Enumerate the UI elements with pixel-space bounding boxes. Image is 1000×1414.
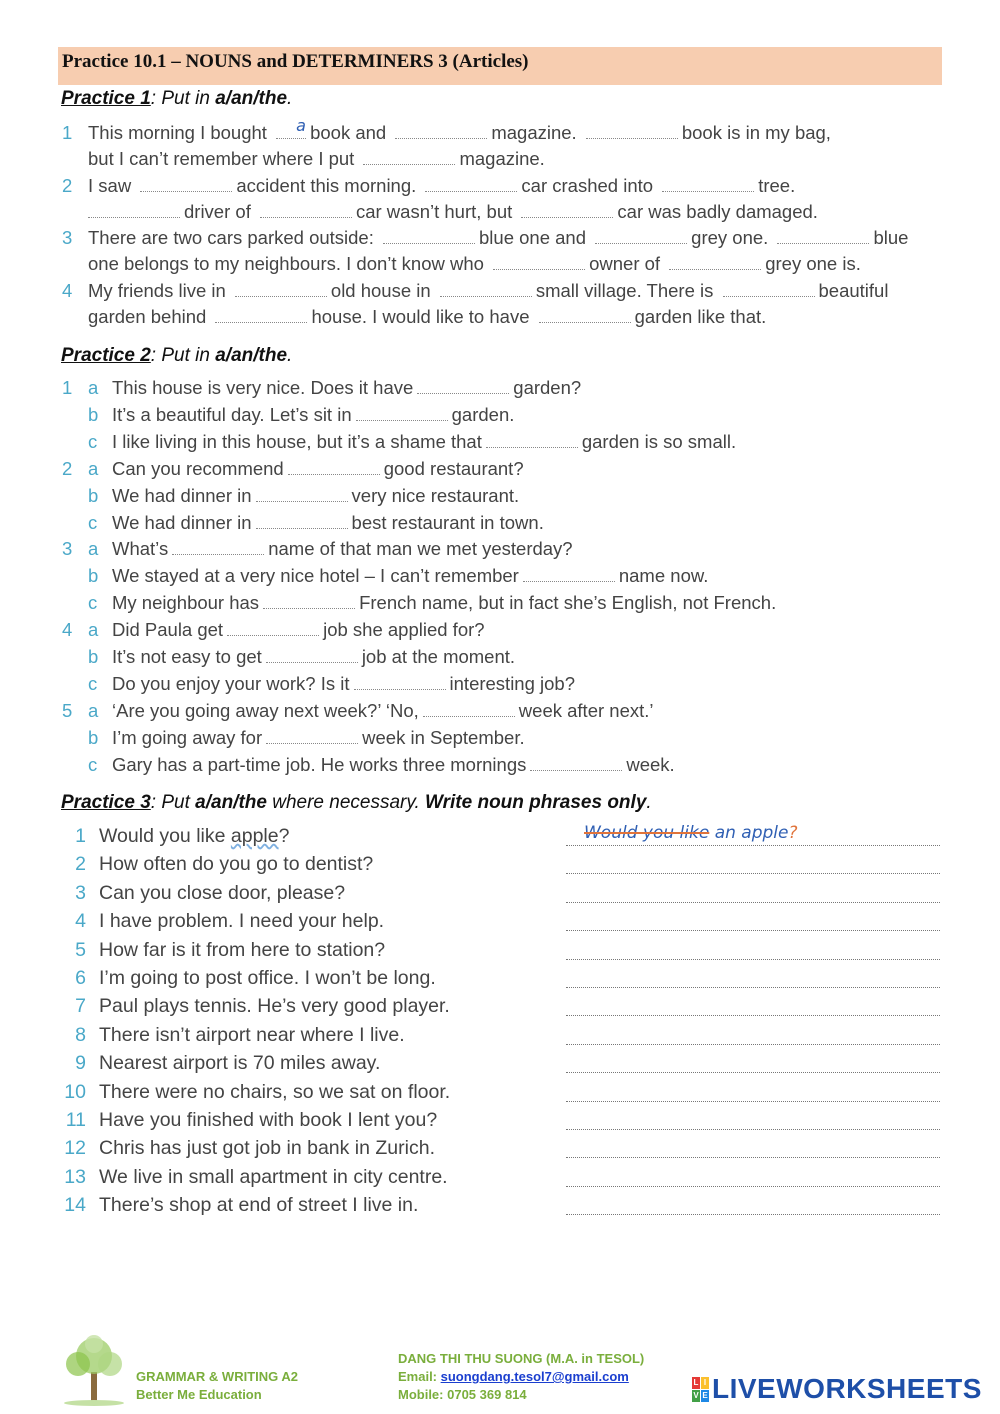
underlined-word: apple <box>230 825 279 847</box>
answer-blank[interactable] <box>276 116 306 139</box>
item-number <box>62 563 88 590</box>
answer-blank[interactable] <box>595 227 687 244</box>
answer-blank[interactable] <box>256 512 348 529</box>
practice2-heading <box>61 345 292 367</box>
answer-line[interactable] <box>566 845 940 846</box>
author-name: DANG THI THU SUONG (M.A. in TESOL) <box>398 1351 645 1366</box>
sentence-start: My neighbour has <box>112 592 260 614</box>
text: garden behind <box>88 306 207 328</box>
practice3-item <box>58 1024 942 1052</box>
answer-line[interactable] <box>566 1129 940 1130</box>
practice2-item <box>62 375 942 402</box>
text: blue <box>873 227 909 249</box>
answer-blank[interactable] <box>172 538 264 555</box>
answer-blank[interactable] <box>140 175 232 192</box>
item-number: 14 <box>64 1194 86 1217</box>
item-letter: c <box>88 672 98 694</box>
practice3-item <box>58 853 942 881</box>
sentence <box>112 725 525 752</box>
practice1-line <box>88 278 888 304</box>
question: Have you finished with book I lent you? <box>99 1108 438 1131</box>
answer-line[interactable] <box>566 930 940 931</box>
question: I’m going to post office. I won’t be long. <box>99 966 436 989</box>
item-letter: a <box>88 619 99 641</box>
answer-blank[interactable] <box>383 227 475 244</box>
answer-line[interactable] <box>566 1157 940 1158</box>
text: owner of <box>589 253 661 275</box>
text: tree. <box>758 174 796 196</box>
sentence-end: name of that man we met yesterday? <box>268 538 573 560</box>
item-letter: a <box>88 538 99 560</box>
course-name: GRAMMAR & WRITING A2 <box>136 1369 299 1384</box>
answer-blank[interactable] <box>417 377 509 394</box>
sentence-end: garden is so small. <box>581 430 737 452</box>
sentence <box>112 671 575 698</box>
sentence-end: week after next.’ <box>518 699 654 721</box>
sentence-start: Gary has a part-time job. He works three mornings <box>112 753 527 775</box>
email-line <box>398 1368 644 1386</box>
practice2-item <box>62 563 942 590</box>
practice3-exercise <box>58 825 942 1222</box>
answer-line[interactable] <box>566 1072 940 1073</box>
text: I saw <box>88 174 132 196</box>
practice2-instruction-end: . <box>287 345 293 366</box>
item-number: 9 <box>75 1052 86 1075</box>
practice3-instruction-bold2: Write noun phrases only <box>425 792 647 813</box>
handwritten-answer: a <box>296 116 306 135</box>
item-number: 1 <box>62 377 73 398</box>
text: old house in <box>330 279 431 301</box>
question: I have problem. I need your help. <box>99 910 385 933</box>
sentence <box>112 590 776 617</box>
practice1-instruction: : Put in <box>150 88 216 109</box>
practice2-item <box>62 725 942 752</box>
sentence-start: What’s <box>112 538 169 560</box>
answer-blank[interactable] <box>493 253 585 270</box>
question: There’s shop at end of street I live in. <box>99 1194 419 1217</box>
email-label: Email: <box>398 1369 441 1384</box>
practice2-instruction: : Put in <box>150 345 216 366</box>
sentence <box>112 456 524 483</box>
answer-line[interactable] <box>566 959 940 960</box>
text: car crashed into <box>521 174 654 196</box>
item-number: 2 <box>62 457 73 479</box>
practice3-item <box>58 1137 942 1165</box>
sentence-end: good restaurant? <box>383 457 524 479</box>
sentence-end: garden. <box>451 403 515 425</box>
answer-blank[interactable] <box>354 673 446 690</box>
practice1-instruction-bold: a/an/the <box>215 88 288 109</box>
item-number: 2 <box>75 853 86 876</box>
sentence <box>112 375 581 402</box>
practice1-line <box>88 225 908 251</box>
sentence-start: ‘Are you going away next week?’ ‘No, <box>112 699 419 721</box>
answer-blank[interactable] <box>356 404 448 421</box>
answer-blank[interactable] <box>662 175 754 192</box>
handwritten-answer <box>584 823 798 843</box>
item-number: 4 <box>62 279 73 301</box>
question: How often do you go to dentist? <box>99 853 374 876</box>
practice3-item <box>58 939 942 967</box>
answer-blank[interactable] <box>539 306 631 323</box>
text: beautiful <box>818 279 889 301</box>
item-number: 13 <box>64 1165 86 1188</box>
practice2-item <box>62 617 942 644</box>
practice1-instruction-end: . <box>287 88 293 109</box>
sentence-start: Did Paula get <box>112 619 224 641</box>
sentence-end: job at the moment. <box>361 646 516 668</box>
school-name: Better Me Education <box>136 1387 262 1402</box>
question: We live in small apartment in city centre. <box>99 1165 448 1188</box>
brand-name: LIVEWORKSHEETS <box>712 1373 982 1404</box>
question-end: ? <box>278 825 290 847</box>
sentence-start: This house is very nice. Does it have <box>112 377 414 398</box>
answer-line[interactable] <box>566 1186 940 1187</box>
practice3-item <box>58 1081 942 1109</box>
brand-letter: E <box>702 1390 708 1400</box>
sentence-end: job she applied for? <box>323 619 485 641</box>
item-letter: c <box>88 753 98 775</box>
answer-blank[interactable] <box>777 227 869 244</box>
practice2-item <box>62 483 942 510</box>
answer-text: an apple <box>709 823 789 843</box>
text: magazine. <box>491 122 577 143</box>
item-number: 3 <box>62 538 73 560</box>
text: garden like that. <box>634 306 767 328</box>
page-title: Practice 10.1 – NOUNS and DETERMINERS 3 (Articles) <box>58 47 942 85</box>
item-number: 3 <box>62 227 73 249</box>
text: book and <box>310 122 387 143</box>
practice2-item <box>62 752 942 779</box>
sentence-start: I like living in this house, but it’s a shame that <box>112 430 482 452</box>
item-letter: b <box>88 726 99 748</box>
sentence <box>112 617 485 644</box>
item-number <box>62 402 88 429</box>
item-letter: c <box>88 511 98 533</box>
practice3-item <box>58 882 942 910</box>
practice2-label: Practice 2 <box>61 345 151 366</box>
footer-course <box>136 1368 298 1404</box>
practice1-exercise <box>62 116 942 330</box>
answer-blank[interactable] <box>486 431 578 448</box>
practice1-line <box>88 199 818 225</box>
answer-line[interactable] <box>566 1101 940 1102</box>
sentence-start: Can you recommend <box>112 457 284 479</box>
sentence-end: week in September. <box>362 726 525 748</box>
text: blue one and <box>479 227 587 249</box>
practice1-line <box>88 116 831 146</box>
sentence-end: garden? <box>513 377 582 398</box>
item-number <box>62 483 88 510</box>
practice2-item <box>62 456 942 483</box>
text: grey one. <box>691 227 769 249</box>
item-letter: b <box>88 565 99 587</box>
practice1-line <box>88 304 766 330</box>
mobile-number: Mobile: 0705 369 814 <box>398 1387 527 1402</box>
practice3-item <box>58 910 942 938</box>
sentence-end: best restaurant in town. <box>351 511 544 533</box>
answer-blank[interactable] <box>395 122 487 139</box>
answer-blank[interactable] <box>235 280 327 297</box>
answer-blank[interactable] <box>256 485 348 502</box>
practice2-item <box>62 671 942 698</box>
item-number: 11 <box>65 1108 86 1131</box>
question <box>99 825 289 848</box>
sentence-start: It’s not easy to get <box>112 646 262 668</box>
tree-logo-icon <box>58 1332 130 1406</box>
item-number: 4 <box>75 910 86 933</box>
question: Can you close door, please? <box>99 881 346 904</box>
practice2-instruction-bold: a/an/the <box>215 345 288 366</box>
practice1-heading <box>61 88 292 110</box>
practice3-heading <box>61 792 652 814</box>
brand-letter: I <box>701 1377 709 1389</box>
answer-blank[interactable] <box>440 280 532 297</box>
item-number: 5 <box>62 699 73 721</box>
practice1-line <box>88 146 545 172</box>
answer-blank[interactable] <box>530 754 622 771</box>
text: grey one is. <box>765 253 861 275</box>
item-number: 1 <box>75 825 86 847</box>
text: house. I would like to have <box>311 306 530 328</box>
answer-blank[interactable] <box>363 148 455 165</box>
item-letter: c <box>88 592 98 614</box>
practice2-item <box>62 644 942 671</box>
practice3-instruction-end: . <box>646 792 652 813</box>
practice1-line <box>88 251 861 277</box>
answer-blank[interactable] <box>521 201 613 218</box>
brand-letter: L <box>693 1377 699 1387</box>
answer-blank[interactable] <box>215 306 307 323</box>
struck-text: Would you like <box>584 823 710 843</box>
email-link[interactable]: suongdang.tesol7@gmail.com <box>440 1369 629 1384</box>
item-number: 10 <box>64 1080 86 1103</box>
answer-line[interactable] <box>566 902 940 903</box>
practice2-item <box>62 590 942 617</box>
practice3-item <box>58 825 942 853</box>
answer-blank[interactable] <box>260 201 352 218</box>
text: There are two cars parked outside: <box>88 227 374 249</box>
sentence <box>112 644 515 671</box>
practice3-item <box>58 1109 942 1137</box>
question: Nearest airport is 70 miles away. <box>99 1052 381 1075</box>
sentence <box>112 752 675 779</box>
answer-line[interactable] <box>566 987 940 988</box>
text: magazine. <box>459 148 545 170</box>
practice2-item <box>62 429 942 456</box>
item-letter: a <box>88 457 99 479</box>
answer-line[interactable] <box>566 873 940 874</box>
item-number: 7 <box>75 995 86 1018</box>
answer-line[interactable] <box>566 1044 940 1045</box>
sentence-start: We had dinner in <box>112 484 252 506</box>
item-letter: b <box>88 484 99 506</box>
question: Paul plays tennis. He’s very good player. <box>99 995 450 1018</box>
sentence-start: Do you enjoy your work? Is it <box>112 672 350 694</box>
practice3-item <box>58 995 942 1023</box>
item-number <box>62 590 88 617</box>
sentence-end: French name, but in fact she’s English, not French. <box>359 592 777 614</box>
practice1-label: Practice 1 <box>61 88 151 109</box>
sentence <box>112 536 573 563</box>
answer-line[interactable] <box>566 1214 940 1215</box>
item-number <box>62 671 88 698</box>
answer-blank[interactable] <box>266 727 358 744</box>
question: How far is it from here to station? <box>99 938 386 961</box>
sentence <box>112 563 708 590</box>
sentence-end: name now. <box>618 565 709 587</box>
item-number <box>62 510 88 537</box>
item-number: 4 <box>62 619 73 641</box>
practice3-label: Practice 3 <box>61 792 151 813</box>
answer-blank[interactable] <box>523 565 615 582</box>
answer-blank[interactable] <box>723 280 815 297</box>
practice2-exercise <box>62 375 942 779</box>
item-number: 5 <box>75 938 86 961</box>
practice1-line <box>88 173 795 199</box>
question: There were no chairs, so we sat on floor. <box>99 1080 451 1103</box>
text: small village. There is <box>535 279 714 301</box>
item-number: 1 <box>62 122 73 143</box>
answer-blank[interactable] <box>425 175 517 192</box>
text: book is in my bag, <box>681 122 831 143</box>
item-number <box>62 725 88 752</box>
practice2-item <box>62 402 942 429</box>
practice3-item <box>58 1052 942 1080</box>
question: There isn’t airport near where I live. <box>99 1023 405 1046</box>
answer-blank[interactable] <box>266 646 358 663</box>
practice2-item <box>62 698 942 725</box>
practice3-item <box>58 1166 942 1194</box>
question-start: Would you like <box>99 825 231 847</box>
item-letter: a <box>88 377 99 398</box>
sentence <box>112 429 736 456</box>
sentence-start: It’s a beautiful day. Let’s sit in <box>112 403 352 425</box>
answer-qmark: ? <box>788 823 798 843</box>
item-number: 2 <box>62 174 73 196</box>
answer-line[interactable] <box>566 1015 940 1016</box>
practice2-item <box>62 510 942 537</box>
footer-contact <box>398 1350 644 1404</box>
practice3-item <box>58 967 942 995</box>
practice3-instruction-bold: a/an/the <box>195 792 267 813</box>
answer-blank[interactable] <box>586 122 678 139</box>
answer-blank[interactable] <box>227 619 319 636</box>
practice2-item <box>62 536 942 563</box>
text: car was badly damaged. <box>617 200 818 222</box>
sentence-start: We had dinner in <box>112 511 252 533</box>
item-number: 12 <box>64 1137 86 1160</box>
answer-blank[interactable] <box>288 458 380 475</box>
answer-blank[interactable] <box>669 253 761 270</box>
practice3-item <box>58 1194 942 1222</box>
item-letter: c <box>88 430 98 452</box>
sentence-start: I’m going away for <box>112 726 263 748</box>
text: This morning I bought <box>88 122 267 143</box>
item-letter: b <box>88 646 99 668</box>
question: Chris has just got job in bank in Zurich. <box>99 1137 435 1160</box>
item-number <box>62 752 88 779</box>
text: one belongs to my neighbours. I don’t know who <box>88 253 484 275</box>
answer-blank[interactable] <box>88 201 180 218</box>
answer-blank[interactable] <box>423 700 515 717</box>
sentence <box>112 510 544 537</box>
item-number <box>62 429 88 456</box>
text: but I can’t remember where I put <box>88 148 355 170</box>
sentence <box>112 483 519 510</box>
item-number: 6 <box>75 966 86 989</box>
sentence-start: We stayed at a very nice hotel – I can’t remember <box>112 565 519 587</box>
sentence <box>112 698 654 725</box>
sentence-end: very nice restaurant. <box>351 484 520 506</box>
text: accident this morning. <box>236 174 417 196</box>
practice3-instruction-mid: where necessary. <box>266 792 426 813</box>
item-number <box>62 644 88 671</box>
text: car wasn’t hurt, but <box>355 200 513 222</box>
item-letter: b <box>88 403 99 425</box>
practice3-instruction: : Put <box>150 792 196 813</box>
brand-letter: V <box>693 1390 699 1400</box>
text: driver of <box>184 200 251 222</box>
sentence-end: week. <box>626 753 675 775</box>
item-letter: a <box>88 699 99 721</box>
text: My friends live in <box>88 279 226 301</box>
sentence <box>112 402 514 429</box>
sentence-end: interesting job? <box>449 672 576 694</box>
item-number: 8 <box>75 1023 86 1046</box>
liveworksheets-blocks-icon <box>692 1377 709 1402</box>
item-number: 3 <box>75 881 86 904</box>
answer-blank[interactable] <box>263 592 355 609</box>
liveworksheets-logo[interactable] <box>692 1373 982 1405</box>
